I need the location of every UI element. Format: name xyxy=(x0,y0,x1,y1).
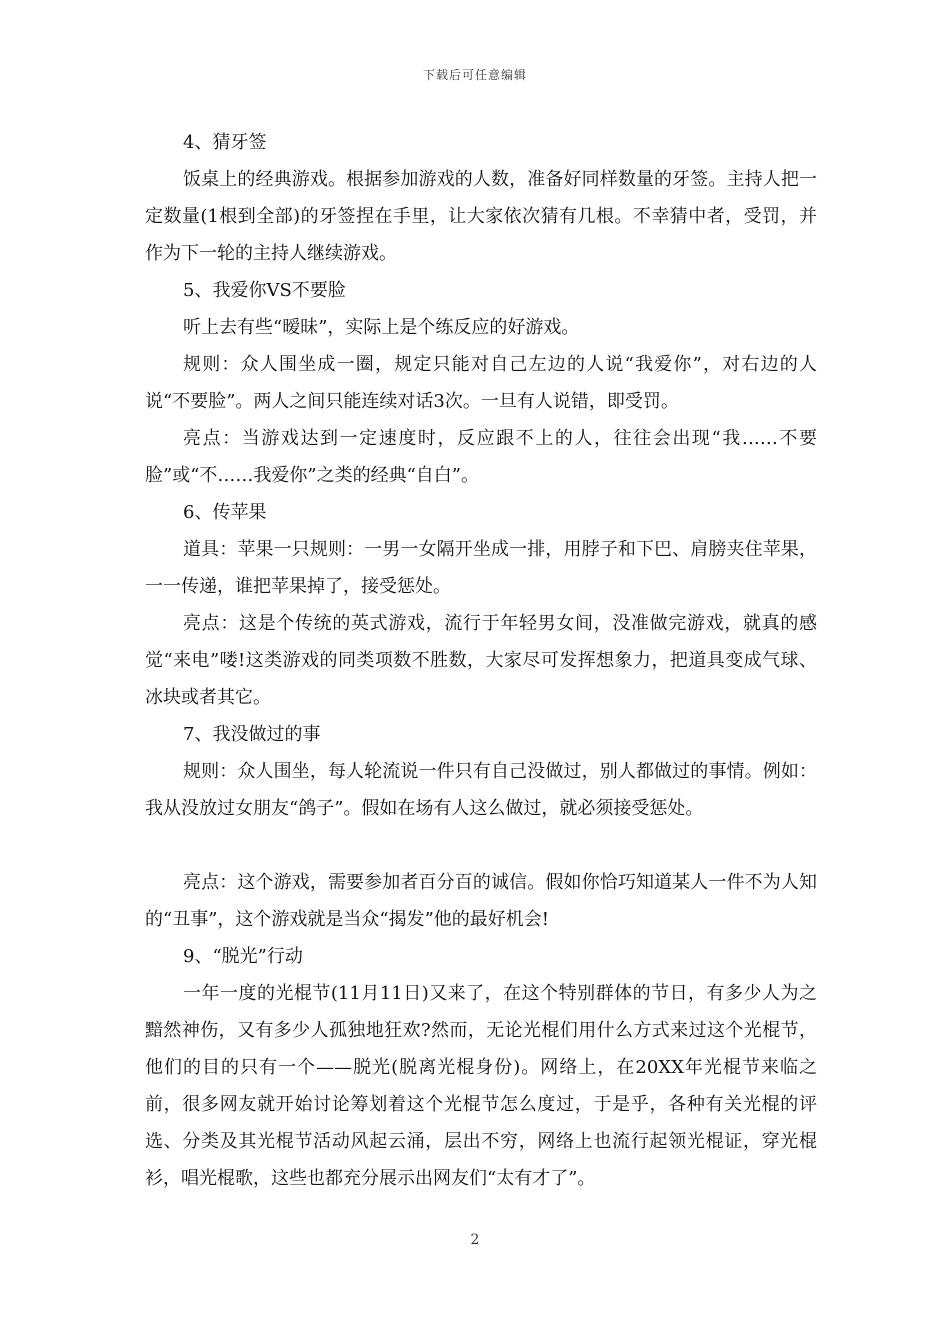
paragraph-i-love-you-rules: 规则：众人围坐成一圈，规定只能对自己左边的人说“我爱你”，对右边的人说“不要脸”。两人之间只能连续对话3次。一旦有人说错，即受罚。 xyxy=(145,354,817,412)
section-heading-pass-apple: 6、传苹果 xyxy=(183,502,267,523)
paragraph-toothpicks-description: 饭桌上的经典游戏。根据参加游戏的人数，准备好同样数量的牙签。主持人把一定数量(1根到全部)的牙签捏在手里，让大家依次猜有几根。不幸猜中者，受罚，并作为下一轮的主持人继续游戏。 xyxy=(145,169,817,264)
document-body xyxy=(145,124,817,1197)
paragraph-never-done-highlight: 亮点：这个游戏，需要参加者百分百的诚信。假如你恰巧知道某人一件不为人知的“丑事”，这个游戏就是当众“揭发”他的最好机会! xyxy=(145,872,817,930)
paragraph-i-love-you-highlight: 亮点：当游戏达到一定速度时，反应跟不上的人，往往会出现“我……不要脸”或“不……我爱你”之类的经典“自白”。 xyxy=(145,428,817,486)
paragraph-pass-apple-rules: 道具：苹果一只规则：一男一女隔开坐成一排，用脖子和下巴、肩膀夹住苹果，一一传递，谁把苹果掉了，接受惩处。 xyxy=(145,539,817,597)
paragraph-pass-apple-highlight: 亮点：这是个传统的英式游戏，流行于年轻男女间，没准做完游戏，就真的感觉“来电”喽!这类游戏的同类项数不胜数，大家尽可发挥想象力，把道具变成气球、冰块或者其它。 xyxy=(145,613,817,708)
section-heading-guess-toothpicks: 4、猜牙签 xyxy=(183,132,267,153)
blank-line xyxy=(145,827,817,864)
section-heading-tuoguang: 9、“脱光”行动 xyxy=(183,946,303,967)
page-header: 下载后可任意编辑 xyxy=(422,68,527,82)
page-number: 2 xyxy=(470,1232,480,1248)
paragraph-singles-day: 一年一度的光棍节(11月11日)又来了，在这个特别群体的节日，有多少人为之黯然神伤，又有多少人孤独地狂欢?然而，无论光棍们用什么方式来过这个光棍节，他们的目的只有一个——脱光(脱离光棍身份)。网络上，在20XX年光棍节来临之前，很多网友就开始讨论筹划着这个光棍节怎么度过，于是乎，各种有关光棍的评选、分类及其光棍节活动风起云涌，层出不穷，网络上也流行起领光棍证，穿光棍衫，唱光棍歌，这些也都充分展示出网友们“太有才了”。 xyxy=(145,983,817,1189)
paragraph-never-done-rules: 规则：众人围坐，每人轮流说一件只有自己没做过，别人都做过的事情。例如：我从没放过女朋友“鸽子”。假如在场有人这么做过，就必须接受惩处。 xyxy=(145,761,817,819)
section-heading-i-love-you: 5、我爱你VS不要脸 xyxy=(183,280,346,301)
section-heading-never-done: 7、我没做过的事 xyxy=(183,724,321,745)
paragraph-i-love-you-intro: 听上去有些“暧昧”，实际上是个练反应的好游戏。 xyxy=(183,317,580,338)
